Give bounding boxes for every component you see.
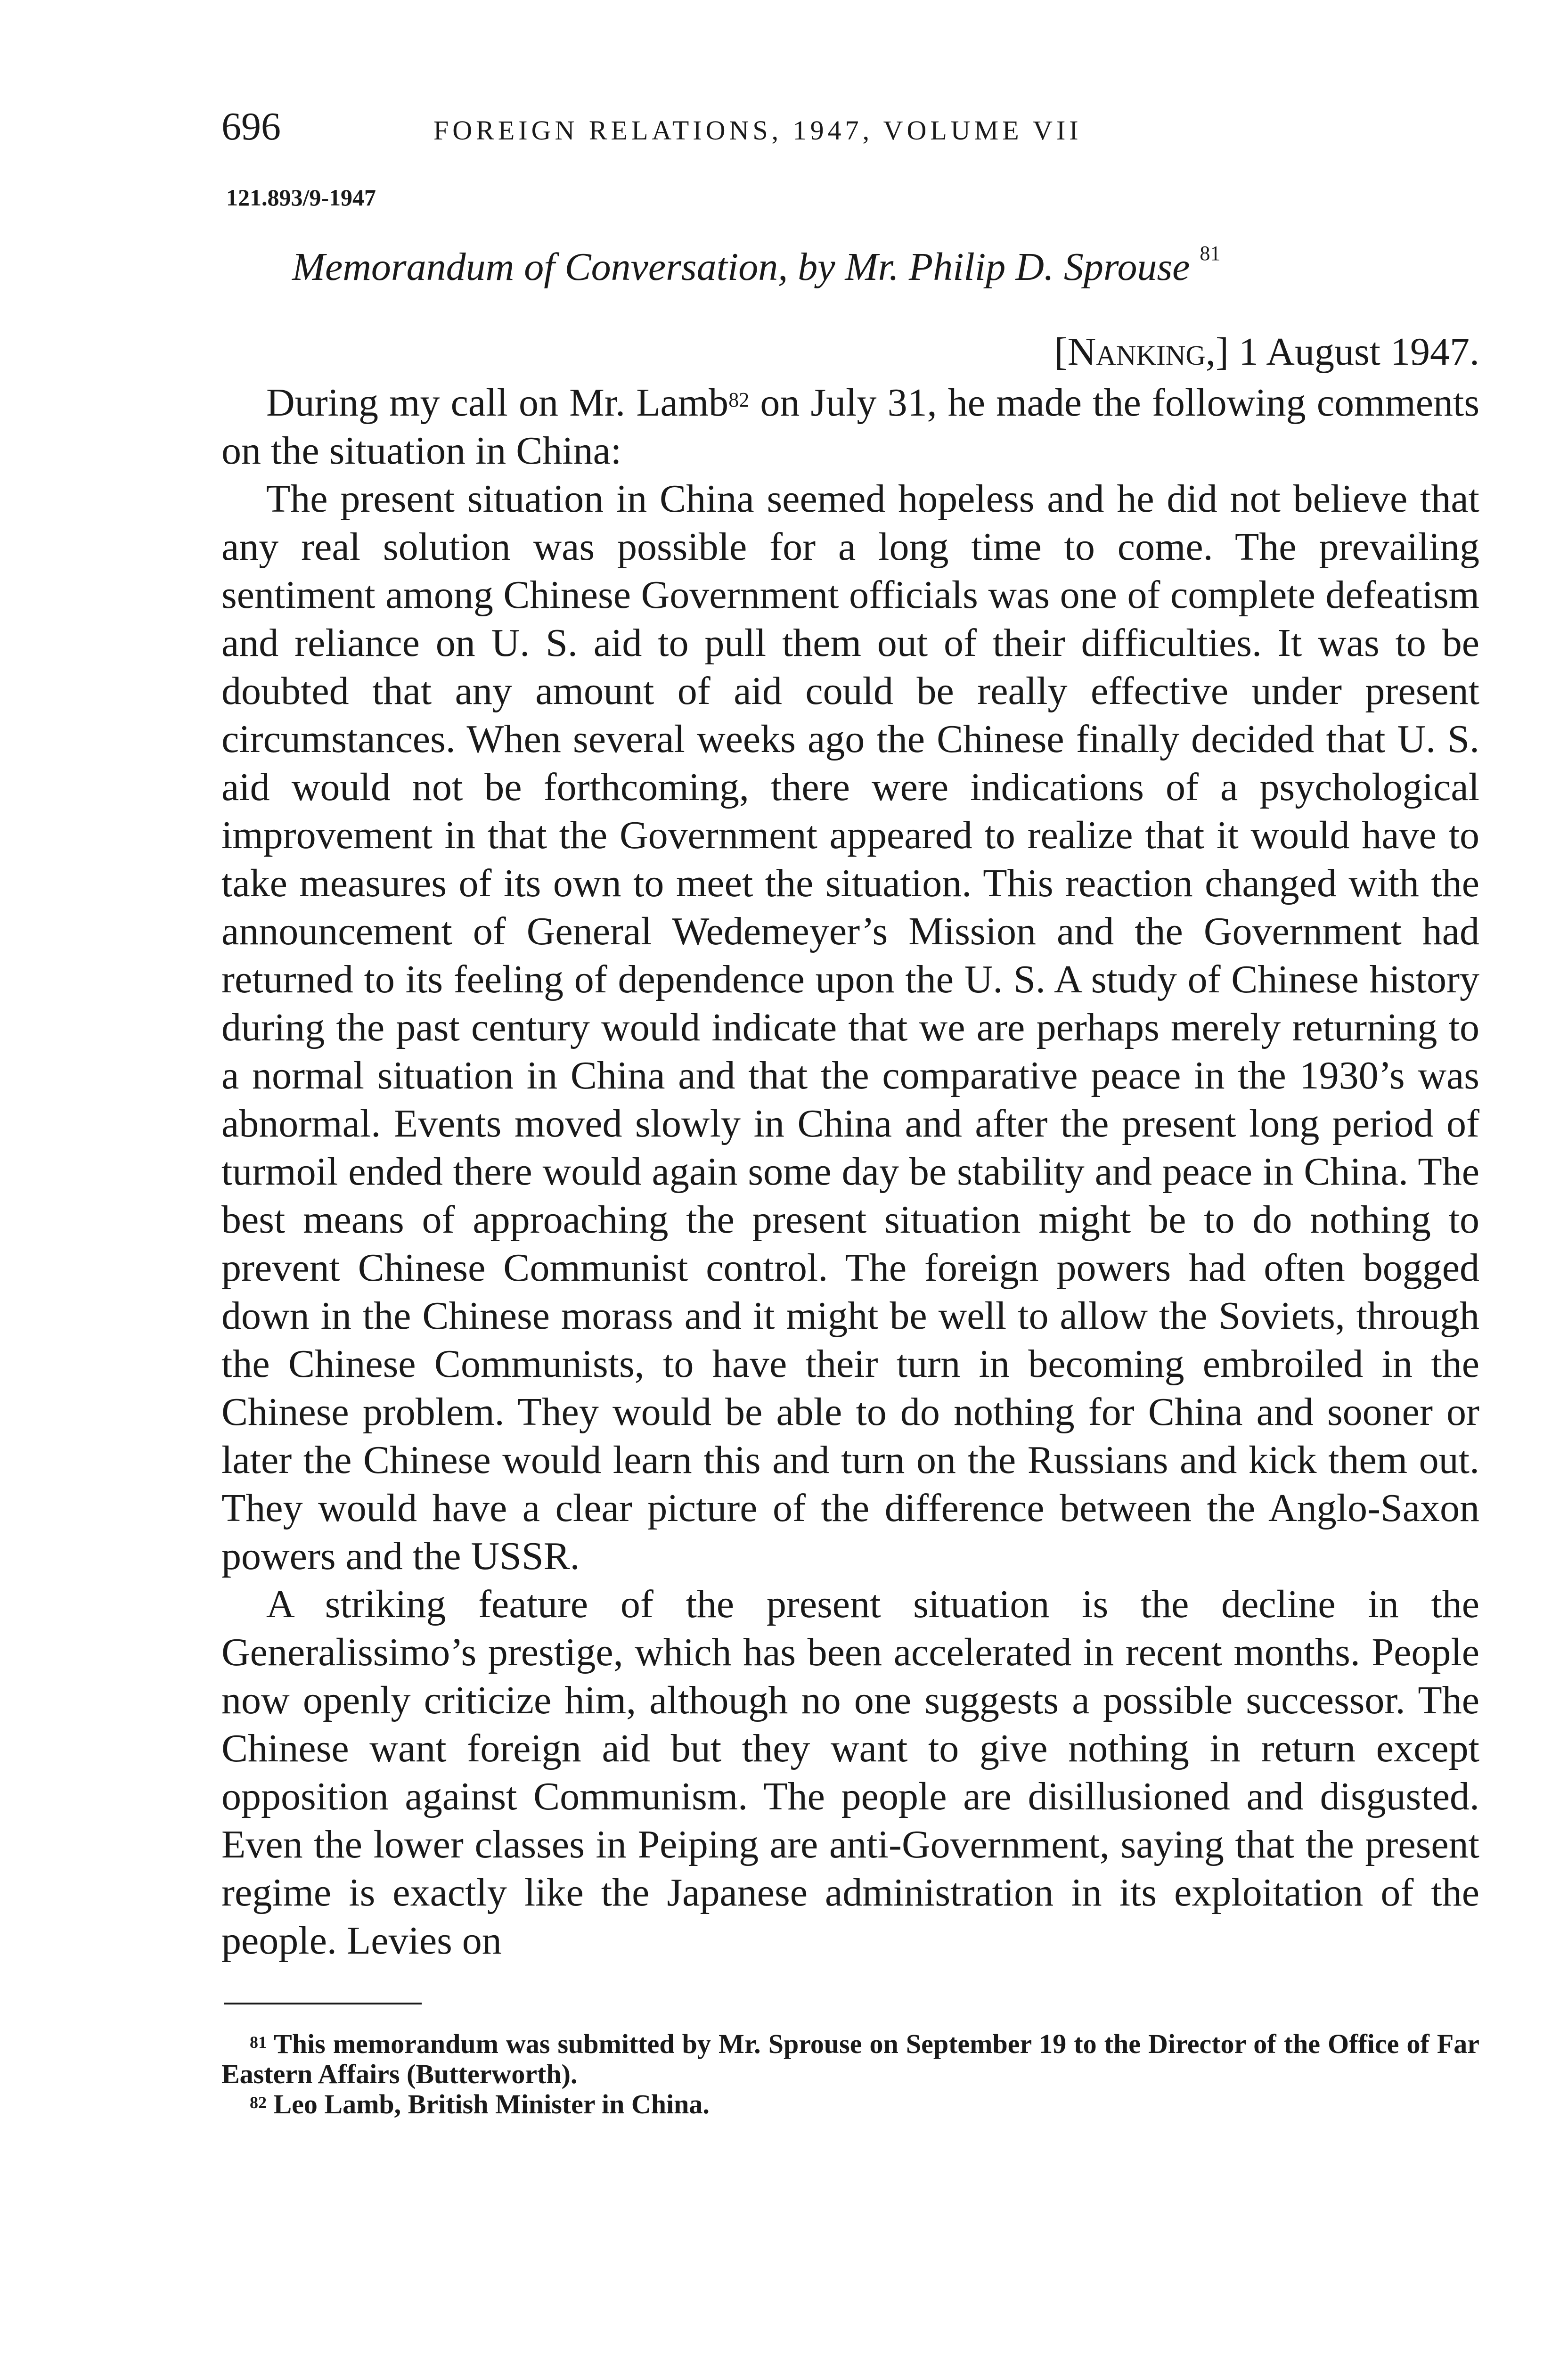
footnote-81-text: This memorandum was submitted by Mr. Sprouse on September 19 to the Director of the Office of Far Eastern Affairs (Butterworth).: [221, 2029, 1479, 2089]
paragraph-1-end: on July 31, he made the following comments on the situation in China:: [221, 381, 1480, 473]
footnote-reference-81: 81: [1200, 242, 1221, 265]
dateline-place: [Nanking,]: [1054, 330, 1229, 374]
footnote-82-marker: 82: [250, 2093, 267, 2112]
page-number: 696: [221, 105, 281, 148]
running-head: [221, 104, 1479, 155]
footnote-81: [221, 2029, 1479, 2089]
footnote-82-text: Leo Lamb, British Minister in China.: [273, 2089, 710, 2119]
footnotes: [221, 2029, 1479, 2119]
document-page: [221, 104, 1479, 2119]
document-title: [292, 244, 1479, 301]
footnote-82: [221, 2089, 1479, 2119]
footnote-81-marker: 81: [250, 2033, 267, 2052]
paragraph-2: The present situation in China seemed hopeless and he did not believe that any real solution was possible for a long time to come. The prevailing sentiment among Chinese Government officials was one of complete defeatism and reliance on U. S. aid to pull them out of their difficulties. It was to be doubted that any amount of aid could be really effective under present circumstances. When several weeks ago the Chinese finally decided that U. S. aid would not be forthcoming, there were indications of a psychological improvement in that the Government appeared to realize that it would have to take measures of its own to meet the situation. This reaction changed with the announcement of General Wedemeyer’s Mission and the Government had returned to its feeling of dependence upon the U. S. A study of Chinese history during the past century would indicate that we are perhaps merely returning to a normal situation in China and that the comparative peace in the 1930’s was abnormal. Events moved slowly in China and after the present long period of turmoil ended there would again some day be stability and peace in China. The best means of approaching the present situation might be to do nothing to prevent Chinese Communist control. The foreign powers had often bogged down in the Chinese morass and it might be well to allow the Soviets, through the Chinese Communists, to have their turn in becoming embroiled in the Chinese problem. They would be able to do nothing for China and sooner or later the Chinese would learn this and turn on the Russians and kick them out. They would have a clear picture of the difference between the Anglo-Saxon powers and the USSR.: [221, 477, 1479, 1578]
running-head-title: FOREIGN RELATIONS, 1947, VOLUME VII: [433, 115, 1082, 146]
footnote-separator: [224, 2003, 422, 2004]
footnote-reference-82: 82: [728, 388, 750, 411]
document-title-text: Memorandum of Conversation, by Mr. Philip D. Sprouse: [292, 245, 1190, 289]
file-number: 121.893/9-1947: [226, 184, 376, 211]
paragraph-3: A striking feature of the present situation is the decline in the Generalissimo’s prestige, which has been accelerated in recent months. People now openly criticize him, although no one suggests a possible successor. The Chinese want foreign aid but they want to give nothing in return except opposition against Communism. The people are disillusioned and disgusted. Even the lower classes in Peiping are anti-Government, saying that the present regime is exactly like the Japanese administration in its exploitation of the people. Levies on: [221, 1582, 1479, 1963]
dateline-date: 1 August 1947.: [1238, 330, 1479, 374]
memorandum-body: [221, 379, 1479, 1965]
paragraph-1-start: During my call on Mr. Lamb: [266, 381, 729, 425]
paragraph-1: [221, 379, 1479, 475]
dateline: [221, 329, 1479, 379]
